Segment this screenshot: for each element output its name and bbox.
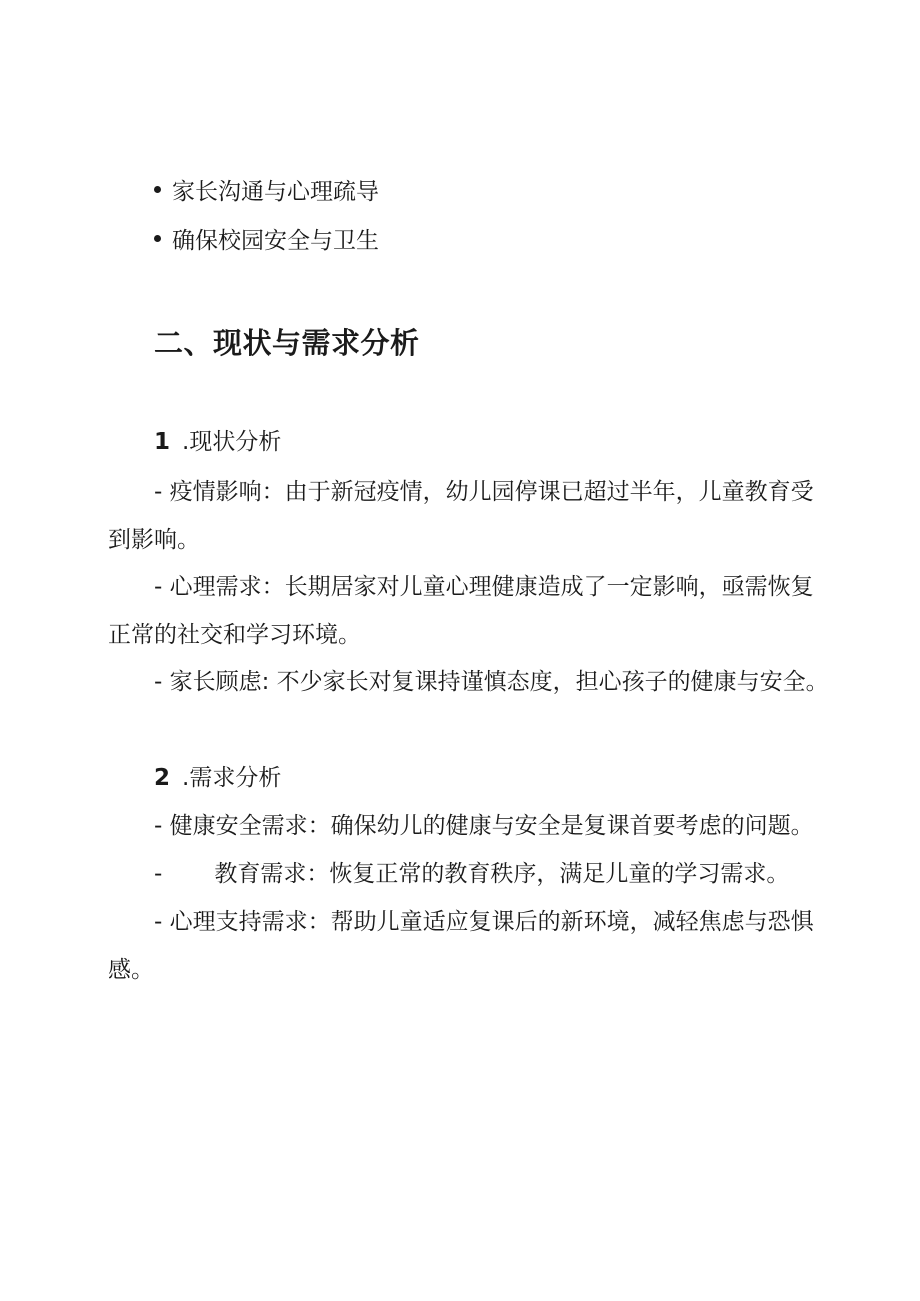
- paragraph-line: 正常的社交和学习环境。: [108, 622, 361, 648]
- subsection-number: 1: [154, 429, 171, 455]
- subsection-heading: [154, 763, 281, 793]
- paragraph-line: 感。: [108, 957, 154, 983]
- bullet-dot-icon: [154, 235, 161, 242]
- paragraph-line: [108, 850, 828, 898]
- paragraph-line: - 心理需求：长期居家对儿童心理健康造成了一定影响，亟需恢复: [154, 574, 814, 600]
- paragraph-line: - 疫情影响：由于新冠疫情，幼儿园停课已超过半年，儿童教育受: [154, 479, 814, 505]
- bullet-text: 确保校园安全与卫生: [172, 228, 379, 254]
- paragraph-line: - 心理支持需求：帮助儿童适应复课后的新环境，减轻焦虑与恐惧: [154, 909, 814, 935]
- paragraph: [108, 468, 828, 564]
- dash-prefix: -: [154, 861, 163, 887]
- bullet-item: [154, 177, 379, 207]
- bullet-text: 家长沟通与心理疏导: [172, 179, 379, 205]
- subsection-title: .现状分析: [182, 429, 282, 455]
- subsection-title: .需求分析: [182, 765, 282, 791]
- paragraph: [108, 658, 828, 706]
- paragraph-text: 教育需求：恢复正常的教育秩序，满足儿童的学习需求。: [214, 861, 790, 887]
- subsection-heading: [154, 427, 281, 457]
- paragraph: [108, 850, 828, 898]
- bullet-dot-icon: [154, 186, 161, 193]
- paragraph-line: 到影响。: [108, 527, 200, 553]
- paragraph: [108, 563, 828, 659]
- paragraph: [108, 802, 828, 850]
- paragraph-line: - 家长顾虑: 不少家长对复课持谨慎态度，担心孩子的健康与安全。: [154, 669, 829, 695]
- paragraph-line: - 健康安全需求：确保幼儿的健康与安全是复课首要考虑的问题。: [154, 813, 814, 839]
- paragraph: [108, 898, 828, 994]
- subsection-number: 2: [154, 765, 171, 791]
- bullet-item: [154, 226, 379, 256]
- section-title: 二、现状与需求分析: [154, 326, 420, 360]
